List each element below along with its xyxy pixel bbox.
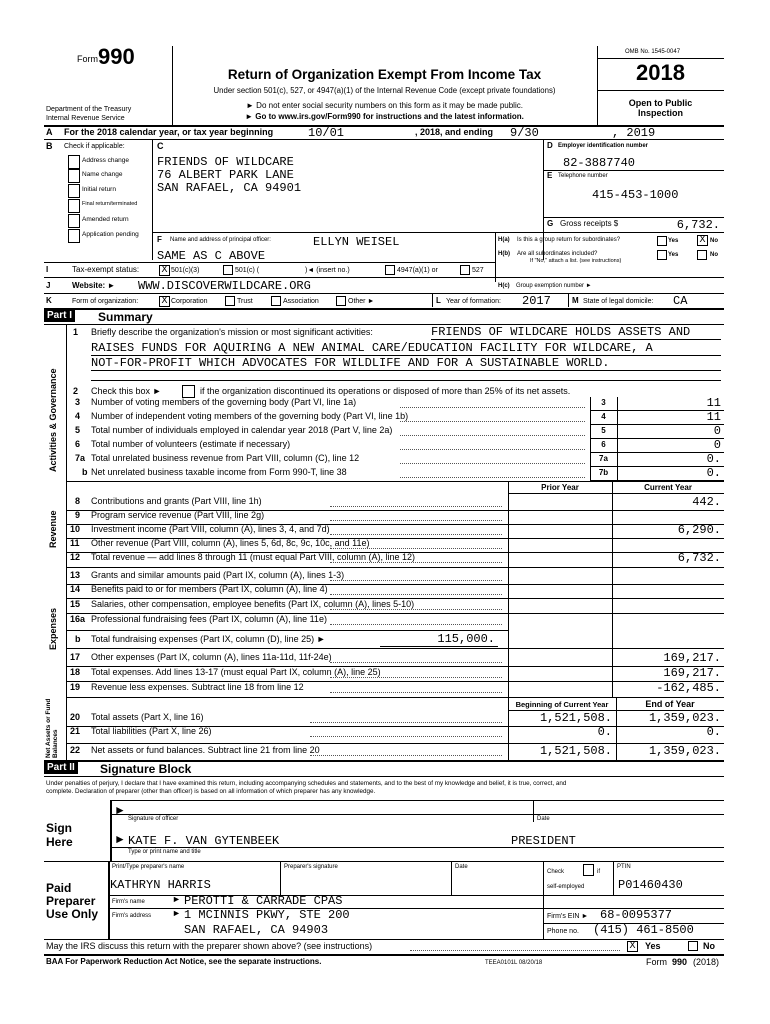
row-i-letter: I xyxy=(46,265,49,274)
hb-text-1: Are all subordinates included? xyxy=(517,251,598,257)
check-applicable-box[interactable] xyxy=(68,199,80,213)
org-phone[interactable]: 415-453-1000 xyxy=(592,188,679,202)
preparer-name-label: Print/Type preparer's name xyxy=(112,864,185,870)
ssn-warning: ► Do not enter social security numbers on this form as it may be made public. xyxy=(246,101,523,110)
net-line-num: 21 xyxy=(70,726,81,736)
other-checkbox[interactable] xyxy=(336,296,346,306)
check-applicable-label: Application pending xyxy=(82,231,139,238)
org-form-label: Form of organization: xyxy=(72,298,139,305)
mission-line-3[interactable]: NOT-FOR-PROFIT WHICH ADVOCATES FOR WILDLIFE AND FOR A SUSTAINABLE WORLD. xyxy=(91,356,610,370)
net-line-begin[interactable]: 0. xyxy=(597,725,612,739)
net-line-label: Net assets or fund balances. Subtract line 21 from line 20 xyxy=(91,745,320,755)
527-label: 527 xyxy=(472,267,484,274)
tax-exempt-label: Tax-exempt status: xyxy=(72,265,140,274)
gov-line-value[interactable]: 11 xyxy=(706,396,721,410)
trust-label: Trust xyxy=(237,298,253,305)
fin-line-num: 9 xyxy=(75,510,81,520)
fin-line-current[interactable]: 442. xyxy=(692,495,721,509)
check-self-label: Check xyxy=(547,869,565,875)
irs-name: Internal Revenue Service xyxy=(46,115,125,122)
net-line-begin[interactable]: 1,521,508. xyxy=(539,744,612,758)
fin-line-label: Revenue less expenses. Subtract line 18 from line 12 xyxy=(91,682,304,692)
principal-officer[interactable]: ELLYN WEISEL xyxy=(313,235,400,249)
check-applicable-box[interactable] xyxy=(68,169,80,183)
firm-phone[interactable]: (415) 461-8500 xyxy=(593,923,694,937)
fin-line-num: 18 xyxy=(70,667,81,677)
gov-line-label: Net unrelated business taxable income from Form 990-T, line 38 xyxy=(91,467,347,477)
net-line-num: 22 xyxy=(70,745,81,755)
gov-line-value[interactable]: 0. xyxy=(706,452,721,466)
501c-checkbox[interactable] xyxy=(223,265,233,275)
col-beginning-year: Beginning of Current Year xyxy=(515,700,609,709)
self-employed-checkbox[interactable] xyxy=(583,864,594,876)
gov-line-value[interactable]: 0 xyxy=(713,438,721,452)
check-applicable-box[interactable] xyxy=(68,229,80,243)
formation-year[interactable]: 2017 xyxy=(522,294,551,308)
fin-line-label: Benefits paid to or for members (Part IX, column (A), line 4) xyxy=(91,584,328,594)
hb-no-label: No xyxy=(710,252,718,258)
fin-line-label: Professional fundraising fees (Part IX, column (A), line 11e) xyxy=(91,614,327,624)
net-line-end[interactable]: 1,359,023. xyxy=(648,711,721,725)
line-16b-num: b xyxy=(75,634,81,644)
fin-line-label: Investment income (Part VIII, column (A), lines 3, 4, and 7d) xyxy=(91,524,330,534)
gov-line-box: 7b xyxy=(598,468,609,477)
fin-line-label: Other expenses (Part IX, column (A), lines 11a-11d, 11f-24e) xyxy=(91,652,332,662)
part-ii-label: Part II xyxy=(44,762,78,774)
ein-label: Employer identification number xyxy=(558,143,649,149)
other-label: Other ► xyxy=(348,298,375,305)
hc-label: H(c) xyxy=(498,283,510,289)
check-applicable-label: Address change xyxy=(82,157,129,164)
net-line-begin[interactable]: 1,521,508. xyxy=(539,711,612,725)
self-employed-label: self-employed xyxy=(547,884,585,890)
net-line-end[interactable]: 1,359,023. xyxy=(648,744,721,758)
preparer-label-3: Use Only xyxy=(46,907,99,921)
row-a-mid: , 2018, and ending xyxy=(415,127,494,137)
org-address-2[interactable]: SAN RAFAEL, CA 94901 xyxy=(157,181,302,195)
line-2-label-b: if the organization discontinued its operations or disposed of more than 25% of its net assets. xyxy=(200,386,571,396)
gov-line-value[interactable]: 11 xyxy=(706,410,721,424)
employer-ein[interactable]: 82-3887740 xyxy=(563,156,636,170)
org-address-1[interactable]: 76 ALBERT PARK LANE xyxy=(157,168,294,182)
row-a-label: For the 2018 calendar year, or tax year beginning xyxy=(64,127,274,137)
trust-checkbox[interactable] xyxy=(225,296,235,306)
firm-phone-label: Phone no. xyxy=(547,928,579,935)
gov-line-num: 7a xyxy=(75,453,86,463)
gov-line-label: Total number of volunteers (estimate if necessary) xyxy=(91,439,291,449)
fin-line-label: Contributions and grants (Part VIII, line 1h) xyxy=(91,496,262,506)
sign-label-1: Sign xyxy=(46,821,72,835)
discuss-yes-label: Yes xyxy=(645,941,661,951)
gov-line-label: Number of voting members of the governing body (Part VI, line 1a) xyxy=(91,397,357,407)
irs-discuss-question: May the IRS discuss this return with the preparer shown above? (see instructions) xyxy=(46,941,373,951)
501c3-checkbox[interactable]: X xyxy=(159,265,170,276)
name-arrow-icon: ► xyxy=(114,832,126,846)
col-end-year: End of Year xyxy=(645,699,695,709)
527-checkbox[interactable] xyxy=(460,265,470,275)
ha-label: H(a) xyxy=(498,237,510,243)
firm-address-label: Firm's address xyxy=(112,913,152,919)
side-label-expenses: Expenses xyxy=(48,607,58,650)
check-applicable-label: Amended return xyxy=(82,216,129,223)
form-title: Return of Organization Exempt From Income Tax xyxy=(227,67,542,82)
instructions-link[interactable]: ► Go to www.irs.gov/Form990 for instructions and the latest information. xyxy=(245,112,524,121)
baa-notice: BAA For Paperwork Reduction Act Notice, see the separate instructions. xyxy=(46,957,322,966)
fin-line-num: 13 xyxy=(70,570,81,580)
discuss-no-checkbox[interactable] xyxy=(688,941,698,951)
501c-label: 501(c) ( xyxy=(235,267,260,274)
col-prior-year: Prior Year xyxy=(541,483,579,492)
hb-no-checkbox[interactable] xyxy=(697,250,707,260)
fin-line-num: 10 xyxy=(70,524,81,534)
line-1-label: Briefly describe the organization's mission or most significant activities: xyxy=(91,327,373,337)
row-j-letter: J xyxy=(46,281,51,290)
form-word: Form xyxy=(77,54,98,64)
hb-label: H(b) xyxy=(498,251,510,257)
check-applicable-label: Initial return xyxy=(82,186,116,193)
mission-line-1[interactable]: FRIENDS OF WILDCARE HOLDS ASSETS AND xyxy=(431,325,691,339)
4947-label: 4947(a)(1) or xyxy=(397,267,438,274)
dept-treasury: Department of the Treasury xyxy=(46,106,132,113)
formation-year-label: Year of formation: xyxy=(446,298,501,305)
form-subtitle: Under section 501(c), 527, or 4947(a)(1) of the Internal Revenue Code (except private foundations) xyxy=(213,86,556,95)
section-g-letter: G xyxy=(547,219,554,228)
501c3-label: 501(c)(3) xyxy=(171,267,200,274)
open-public-2: Inspection xyxy=(637,108,683,118)
part-i-label: Part I xyxy=(44,310,75,322)
net-line-num: 20 xyxy=(70,712,81,722)
if-label: if xyxy=(597,869,600,875)
firm-address-2[interactable]: SAN RAFAEL, CA 94903 xyxy=(184,923,329,937)
officer-date-label: Date xyxy=(537,816,550,822)
check-applicable-box[interactable] xyxy=(68,214,80,228)
gross-receipts-label: Gross receipts $ xyxy=(560,219,619,228)
row-m-letter: M xyxy=(572,296,579,305)
gov-line-box: 3 xyxy=(601,398,606,407)
ha-yes-checkbox[interactable] xyxy=(657,236,667,246)
gov-line-box: 4 xyxy=(601,412,606,421)
check-applicable-box[interactable] xyxy=(68,184,80,198)
col-current-year: Current Year xyxy=(644,483,692,492)
side-label-governance: Activities & Governance xyxy=(48,368,58,472)
officer-label: Name and address of principal officer: xyxy=(170,237,271,243)
fin-line-current[interactable]: 6,290. xyxy=(677,523,721,537)
tax-year-end-year: , 2019 xyxy=(612,126,656,140)
fin-line-current[interactable]: 169,217. xyxy=(663,651,721,665)
fin-line-label: Grants and similar amounts paid (Part IX, column (A), lines 1-3) xyxy=(91,570,345,580)
line-2-label-a: Check this box ► xyxy=(91,386,162,396)
check-applicable-label: Name change xyxy=(82,171,123,178)
gov-line-label: Total number of individuals employed in calendar year 2018 (Part V, line 2a) xyxy=(91,425,393,435)
phone-label: Telephone number xyxy=(558,173,608,179)
line-16b-label: Total fundraising expenses (Part IX, column (D), line 25) ► xyxy=(91,634,326,644)
side-label-net-assets: Net Assets or Fund Balances xyxy=(45,698,59,758)
check-applicable-label: Final return/terminated xyxy=(82,201,138,207)
open-public-1: Open to Public xyxy=(628,98,693,108)
line-1-num: 1 xyxy=(73,327,79,337)
fin-line-current[interactable]: -162,485. xyxy=(656,681,721,695)
preparer-label-1: Paid xyxy=(46,881,72,895)
discuss-yes-checkbox[interactable]: X xyxy=(627,941,638,952)
net-line-end[interactable]: 0. xyxy=(706,725,721,739)
line-2-num: 2 xyxy=(73,386,79,396)
tax-year-begin[interactable]: 10/01 xyxy=(308,126,345,140)
fin-line-current[interactable]: 169,217. xyxy=(663,666,721,680)
net-line-label: Total liabilities (Part X, line 26) xyxy=(91,726,212,736)
domicile-state[interactable]: CA xyxy=(673,294,688,308)
corporation-label: Corporation xyxy=(171,298,208,305)
fin-line-num: 15 xyxy=(70,599,81,609)
form-number: 990 xyxy=(98,44,135,69)
signature-arrow-icon: ► xyxy=(114,803,126,817)
side-label-revenue: Revenue xyxy=(48,510,58,548)
hb-yes-checkbox[interactable] xyxy=(657,250,667,260)
gov-line-box: 5 xyxy=(601,426,606,435)
row-k-letter: K xyxy=(46,296,52,305)
fin-line-num: 8 xyxy=(75,496,81,506)
fin-line-label: Salaries, other compensation, employee benefits (Part IX, column (A), lines 5-10) xyxy=(91,599,415,609)
address-arrow-icon: ► xyxy=(172,908,181,918)
gov-line-label: Number of independent voting members of the governing body (Part VI, line 1b) xyxy=(91,411,409,421)
officer-address[interactable]: SAME AS C ABOVE xyxy=(157,249,266,263)
gov-line-num: 3 xyxy=(75,397,81,407)
gov-line-num: 4 xyxy=(75,411,81,421)
row-l-letter: L xyxy=(436,296,441,305)
preparer-label-2: Preparer xyxy=(46,894,96,908)
check-applicable-box[interactable] xyxy=(68,155,80,169)
insert-no-label: )◄ (insert no.) xyxy=(305,267,350,274)
perjury-statement-2: complete. Declaration of preparer (other than officer) is based on all information of which preparer has any knowledge. xyxy=(46,788,376,795)
sign-label-2: Here xyxy=(46,835,73,849)
ha-text: Is this a group return for subordinates? xyxy=(517,237,621,243)
officer-signature-label: Signature of officer xyxy=(128,816,179,822)
association-label: Association xyxy=(283,298,319,305)
firm-ein[interactable]: 68-0095377 xyxy=(600,908,673,922)
ha-yes-label: Yes xyxy=(668,238,679,244)
preparer-signature-label: Preparer's signature xyxy=(284,864,338,870)
footer-form-number: 990 xyxy=(672,957,688,967)
firm-ein-label: Firm's EIN ► xyxy=(547,913,589,920)
hb-text-2: If "No," attach a list. (see instructions) xyxy=(530,258,622,264)
line-16b-value[interactable]: 115,000. xyxy=(437,632,495,646)
gov-line-box: 6 xyxy=(601,440,606,449)
fin-line-num: 17 xyxy=(70,652,81,662)
perjury-statement-1: Under penalties of perjury, I declare that I have examined this return, including accompanying schedules and statements, and to the best of my knowledge and belief, it is true, correct, and xyxy=(46,780,567,787)
part-i-title: Summary xyxy=(98,310,153,324)
website-label: Website: ► xyxy=(72,281,116,290)
hc-text: Group exemption number ► xyxy=(516,283,592,289)
part-ii-title: Signature Block xyxy=(100,762,192,776)
tax-year: 2018 xyxy=(636,60,685,85)
gov-line-num: b xyxy=(82,467,88,477)
gov-line-num: 5 xyxy=(75,425,81,435)
net-line-label: Total assets (Part X, line 16) xyxy=(91,712,204,722)
fin-line-label: Total expenses. Add lines 13-17 (must equal Part IX, column (A), line 25) xyxy=(91,667,381,677)
association-checkbox[interactable] xyxy=(271,296,281,306)
fin-line-num: 14 xyxy=(70,584,81,594)
preparer-name[interactable]: KATHRYN HARRIS xyxy=(110,878,211,892)
officer-name[interactable]: KATE F. VAN GYTENBEEK xyxy=(128,834,280,848)
mission-line-2[interactable]: RAISES FUNDS FOR AQUIRING A NEW ANIMAL CARE/EDUCATION FACILITY FOR WILDCARE, A xyxy=(91,341,653,355)
fin-line-current[interactable]: 6,732. xyxy=(677,551,721,565)
corporation-checkbox[interactable]: X xyxy=(159,296,170,307)
gov-line-label: Total unrelated business revenue from Part VIII, column (C), line 12 xyxy=(91,453,360,463)
section-d-letter: D xyxy=(547,141,553,150)
omb-number: OMB No. 1545-0047 xyxy=(625,49,681,55)
firm-address-1[interactable]: 1 MCINNIS PKWY, STE 200 xyxy=(184,908,350,922)
preparer-ptin[interactable]: P01460430 xyxy=(618,878,683,892)
4947-checkbox[interactable] xyxy=(385,265,395,275)
officer-title[interactable]: PRESIDENT xyxy=(511,834,576,848)
ha-no-checkbox[interactable]: X xyxy=(697,235,708,246)
domicile-label: State of legal domicile: xyxy=(583,298,654,305)
gov-line-box: 7a xyxy=(599,454,608,463)
gov-line-num: 6 xyxy=(75,439,81,449)
fin-line-label: Other revenue (Part VIII, column (A), lines 5, 6d, 8c, 9c, 10c, and 11e) xyxy=(91,538,370,548)
fin-line-num: 16a xyxy=(70,614,86,624)
fin-line-num: 19 xyxy=(70,682,81,692)
section-b-letter: B xyxy=(46,141,53,151)
form-code: TEEA0101L 08/20/18 xyxy=(485,960,543,966)
hb-yes-label: Yes xyxy=(668,252,679,258)
gov-line-value[interactable]: 0. xyxy=(706,466,721,480)
section-f-letter: F xyxy=(157,235,162,244)
discuss-no-label: No xyxy=(703,941,715,951)
gross-receipts-value[interactable]: 6,732. xyxy=(676,218,720,232)
check-applicable-label: Check if applicable: xyxy=(64,143,125,150)
website-value[interactable]: WWW.DISCOVERWILDCARE.ORG xyxy=(138,279,311,293)
ha-no-label: No xyxy=(710,238,718,244)
fin-line-num: 12 xyxy=(70,552,81,562)
footer-form-word: Form xyxy=(646,957,667,967)
section-e-letter: E xyxy=(547,171,553,180)
section-c-letter: C xyxy=(157,141,164,151)
fin-line-num: 11 xyxy=(70,538,80,548)
ptin-label: PTIN xyxy=(617,864,631,870)
firm-name-label: Firm's name xyxy=(112,899,145,905)
footer-form-year: (2018) xyxy=(693,957,720,967)
preparer-date-label: Date xyxy=(455,864,468,870)
gov-line-value[interactable]: 0 xyxy=(713,424,721,438)
tax-year-end[interactable]: 9/30 xyxy=(510,126,539,140)
type-name-label: Type or print name and title xyxy=(128,849,201,855)
firm-arrow-icon: ► xyxy=(172,894,181,904)
fin-line-label: Total revenue — add lines 8 through 11 (must equal Part VIII, column (A), line 12) xyxy=(91,552,415,562)
row-a-letter: A xyxy=(46,127,53,137)
firm-name[interactable]: PEROTTI & CARRADE CPAS xyxy=(184,894,343,908)
fin-line-label: Program service revenue (Part VIII, line 2g) xyxy=(91,510,265,520)
org-name[interactable]: FRIENDS OF WILDCARE xyxy=(157,155,294,169)
